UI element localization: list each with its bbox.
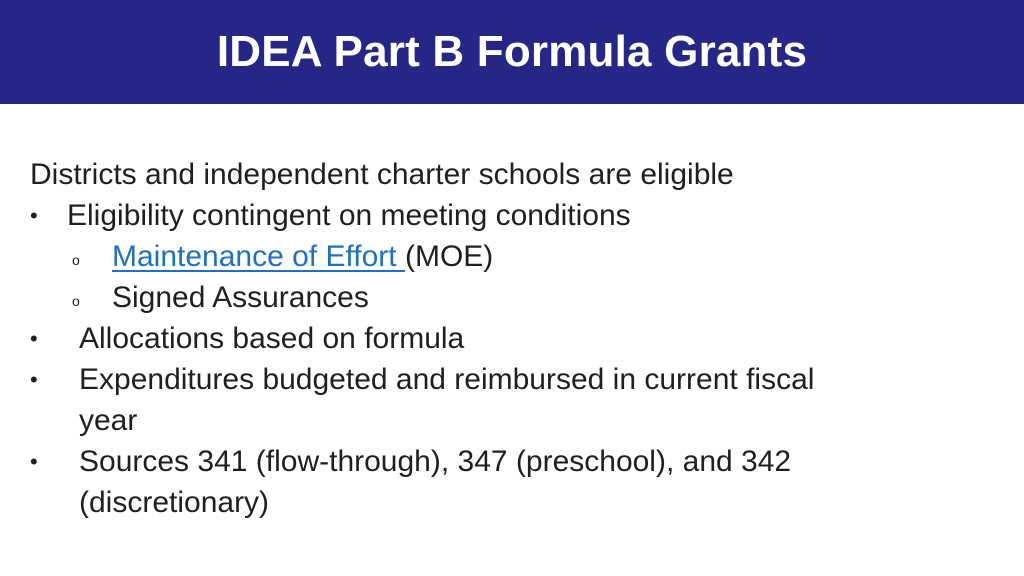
moe-suffix: (MOE) xyxy=(404,240,494,273)
expenditures-continuation xyxy=(30,400,990,441)
sub-bullet-icon: o xyxy=(72,293,80,309)
allocations-text: Allocations based on formula xyxy=(79,322,465,355)
moe-link[interactable]: Maintenance of Effort xyxy=(112,240,405,273)
sub-bullet-assurances xyxy=(30,277,990,318)
bullet-icon: • xyxy=(30,449,38,474)
bullet-icon: • xyxy=(30,326,38,351)
assurances-text: Signed Assurances xyxy=(112,281,369,314)
bullet-eligibility xyxy=(30,195,990,236)
intro-text: Districts and independent charter schools are eligible xyxy=(30,158,734,191)
bullet-icon: • xyxy=(30,367,38,392)
expenditures-text: Expenditures budgeted and reimbursed in current fiscal xyxy=(79,363,815,396)
intro-line xyxy=(30,154,990,195)
title-bar xyxy=(0,0,1024,104)
bullet-allocations xyxy=(30,318,990,359)
bullet-expenditures xyxy=(30,359,990,400)
slide-content xyxy=(30,154,990,523)
sub-bullet-icon: o xyxy=(72,252,80,268)
slide-title: IDEA Part B Formula Grants xyxy=(216,27,808,76)
sources-text-cont: (discretionary) xyxy=(79,486,270,519)
sources-text: Sources 341 (flow-through), 347 (preschool), and 342 xyxy=(79,445,792,478)
sub-bullet-moe xyxy=(30,236,990,277)
bullet-icon: • xyxy=(30,203,38,228)
bullet-sources xyxy=(30,441,990,482)
expenditures-text-cont: year xyxy=(79,404,138,437)
eligibility-text: Eligibility contingent on meeting conditions xyxy=(67,199,631,232)
sources-continuation xyxy=(30,482,990,523)
